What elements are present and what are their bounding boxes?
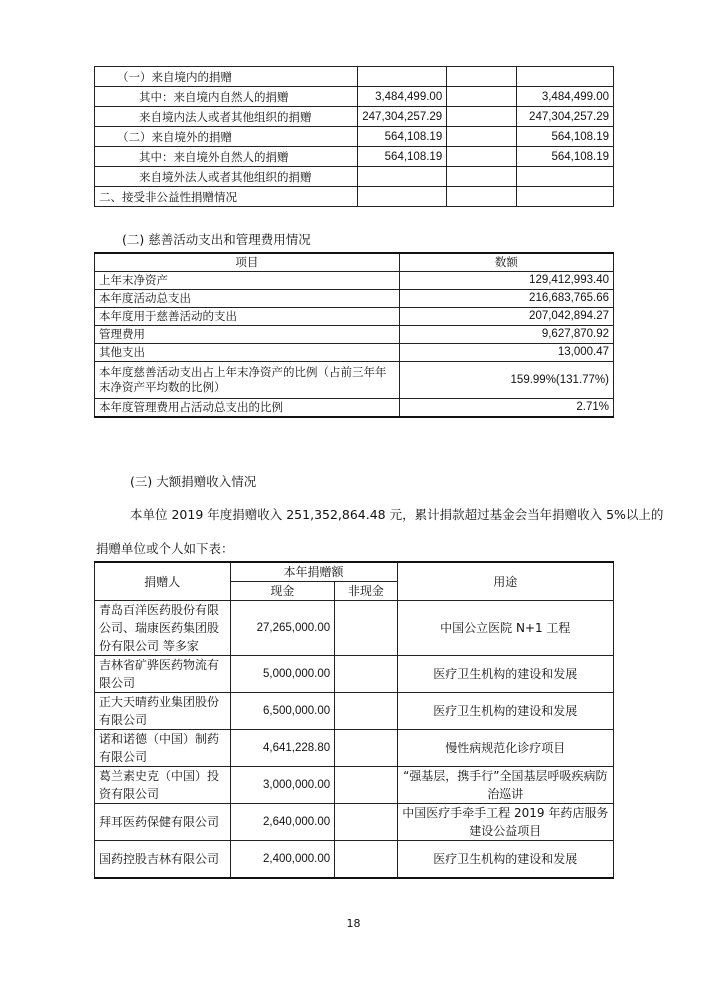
row-label: 本年度慈善活动支出占上年末净资产的比例（占前三年年末净资产平均数的比例） bbox=[95, 362, 400, 399]
row-label: （二）来自境外的捐赠 bbox=[95, 127, 358, 147]
donor-cell: 正大天晴药业集团股份有限公司 bbox=[95, 693, 231, 730]
section3-paragraph-line1: 本单位 2019 年度捐赠收入 251,352,864.48 元，累计捐款超过基金会当年捐赠收入 5%以上的 bbox=[130, 507, 664, 522]
table-row bbox=[95, 601, 614, 656]
cash-cell: 2,640,000.00 bbox=[230, 804, 335, 841]
amount-cell: 159.99%(131.77%) bbox=[399, 362, 613, 399]
header-noncash: 非现金 bbox=[335, 582, 397, 601]
cash-cell: 27,265,000.00 bbox=[230, 601, 335, 656]
noncash-cell bbox=[335, 841, 397, 879]
row-label: 来自境内法人或者其他组织的捐赠 bbox=[95, 107, 358, 127]
amount-cell: 9,627,870.92 bbox=[399, 326, 613, 344]
amount-cell bbox=[447, 147, 516, 167]
noncash-cell bbox=[335, 730, 397, 767]
expenditure-table bbox=[94, 252, 614, 418]
purpose-cell: 中国公立医院 N+1 工程 bbox=[397, 601, 613, 656]
amount-cell bbox=[447, 127, 516, 147]
table-row bbox=[95, 290, 614, 308]
table-row bbox=[95, 344, 614, 362]
header-purpose: 用途 bbox=[397, 562, 613, 601]
noncash-cell bbox=[335, 804, 397, 841]
donation-source-table bbox=[94, 66, 614, 207]
row-label: 来自境外法人或者其他组织的捐赠 bbox=[95, 167, 358, 187]
table-row bbox=[95, 362, 614, 399]
amount-cell bbox=[447, 107, 516, 127]
row-label: 管理费用 bbox=[95, 326, 400, 344]
header-donor: 捐赠人 bbox=[95, 562, 231, 601]
table-row bbox=[95, 730, 614, 767]
row-label: （一）来自境内的捐赠 bbox=[95, 67, 358, 87]
section3-paragraph-line2: 捐赠单位或个人如下表： bbox=[96, 541, 234, 556]
amount-cell bbox=[447, 187, 516, 207]
amount-cell bbox=[447, 167, 516, 187]
amount-cell: 247,304,257.29 bbox=[358, 107, 447, 127]
donor-cell: 吉林省矿骅医药物流有限公司 bbox=[95, 656, 231, 693]
amount-cell bbox=[358, 187, 447, 207]
table-row bbox=[95, 127, 614, 147]
table-header-row bbox=[95, 253, 614, 272]
purpose-cell: 医疗卫生机构的建设和发展 bbox=[397, 841, 613, 879]
row-label: 上年末净资产 bbox=[95, 272, 400, 290]
cash-cell: 3,000,000.00 bbox=[230, 767, 335, 804]
table-row bbox=[95, 87, 614, 107]
amount-cell: 216,683,765.66 bbox=[399, 290, 613, 308]
amount-cell: 129,412,993.40 bbox=[399, 272, 613, 290]
cash-cell: 5,000,000.00 bbox=[230, 656, 335, 693]
header-item: 项目 bbox=[95, 253, 400, 272]
purpose-cell: 医疗卫生机构的建设和发展 bbox=[397, 656, 613, 693]
row-label: 其他支出 bbox=[95, 344, 400, 362]
amount-cell: 564,108.19 bbox=[516, 147, 613, 167]
row-label: 二、接受非公益性捐赠情况 bbox=[95, 187, 358, 207]
table-row bbox=[95, 187, 614, 207]
row-label: 其中：来自境外自然人的捐赠 bbox=[95, 147, 358, 167]
table-row bbox=[95, 767, 614, 804]
donor-cell: 青岛百洋医药股份有限公司、瑞康医药集团股份有限公司 等多家 bbox=[95, 601, 231, 656]
donor-cell: 国药控股吉林有限公司 bbox=[95, 841, 231, 879]
purpose-cell: “强基层，携手行”全国基层呼吸疾病防治巡讲 bbox=[397, 767, 613, 804]
section2-heading: (二) 慈善活动支出和管理费用情况 bbox=[122, 232, 311, 247]
table-row bbox=[95, 272, 614, 290]
table-row bbox=[95, 167, 614, 187]
page-number: 18 bbox=[346, 917, 361, 930]
amount-cell bbox=[516, 167, 613, 187]
row-label: 其中：来自境内自然人的捐赠 bbox=[95, 87, 358, 107]
amount-cell: 13,000.47 bbox=[399, 344, 613, 362]
header-cash: 现金 bbox=[230, 582, 335, 601]
table-row bbox=[95, 804, 614, 841]
cash-cell: 2,400,000.00 bbox=[230, 841, 335, 879]
noncash-cell bbox=[335, 656, 397, 693]
section3-heading: (三) 大额捐赠收入情况 bbox=[130, 474, 257, 489]
table-row bbox=[95, 67, 614, 87]
table-row bbox=[95, 326, 614, 344]
noncash-cell bbox=[335, 767, 397, 804]
table-header-row bbox=[95, 562, 614, 582]
table-row bbox=[95, 308, 614, 326]
amount-cell: 564,108.19 bbox=[358, 147, 447, 167]
cash-cell: 6,500,000.00 bbox=[230, 693, 335, 730]
donor-cell: 诺和诺德（中国）制药有限公司 bbox=[95, 730, 231, 767]
amount-cell: 3,484,499.00 bbox=[516, 87, 613, 107]
large-donors-table bbox=[94, 561, 614, 879]
amount-cell bbox=[516, 67, 613, 87]
row-label: 本年度用于慈善活动的支出 bbox=[95, 308, 400, 326]
table-row bbox=[95, 147, 614, 167]
purpose-cell: 医疗卫生机构的建设和发展 bbox=[397, 693, 613, 730]
amount-cell bbox=[516, 187, 613, 207]
noncash-cell bbox=[335, 601, 397, 656]
header-amount: 本年捐赠额 bbox=[230, 562, 397, 582]
donor-cell: 葛兰素史克（中国）投资有限公司 bbox=[95, 767, 231, 804]
purpose-cell: 中国医疗手牵手工程 2019 年药店服务建设公益项目 bbox=[397, 804, 613, 841]
table-row bbox=[95, 693, 614, 730]
amount-cell bbox=[358, 67, 447, 87]
amount-cell: 247,304,257.29 bbox=[516, 107, 613, 127]
amount-cell: 207,042,894.27 bbox=[399, 308, 613, 326]
row-label: 本年度活动总支出 bbox=[95, 290, 400, 308]
table-row bbox=[95, 107, 614, 127]
table-row bbox=[95, 656, 614, 693]
header-amount: 数额 bbox=[399, 253, 613, 272]
amount-cell bbox=[358, 167, 447, 187]
table-row bbox=[95, 399, 614, 418]
table-row bbox=[95, 841, 614, 879]
amount-cell: 2.71% bbox=[399, 399, 613, 418]
cash-cell: 4,641,228.80 bbox=[230, 730, 335, 767]
amount-cell: 3,484,499.00 bbox=[358, 87, 447, 107]
row-label: 本年度管理费用占活动总支出的比例 bbox=[95, 399, 400, 418]
purpose-cell: 慢性病规范化诊疗项目 bbox=[397, 730, 613, 767]
amount-cell: 564,108.19 bbox=[358, 127, 447, 147]
amount-cell: 564,108.19 bbox=[516, 127, 613, 147]
amount-cell bbox=[447, 67, 516, 87]
noncash-cell bbox=[335, 693, 397, 730]
donor-cell: 拜耳医药保健有限公司 bbox=[95, 804, 231, 841]
amount-cell bbox=[447, 87, 516, 107]
